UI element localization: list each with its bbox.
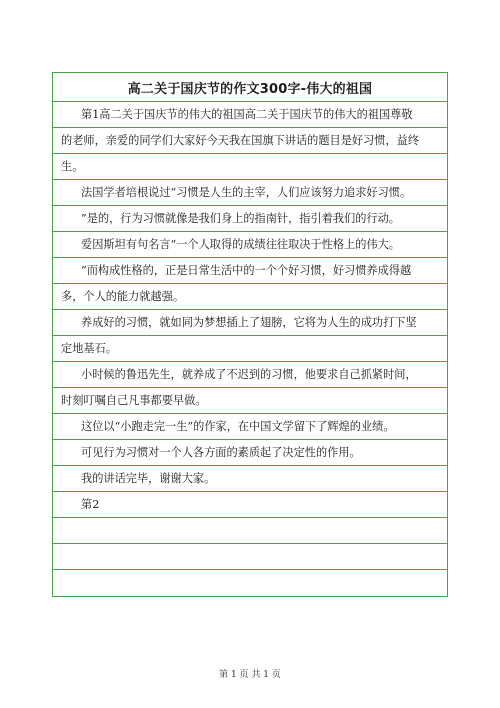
essay-line: 的老师，亲爱的同学们大家好今天我在国旗下讲话的题目是好习惯，益终: [53, 128, 447, 154]
essay-line: 可见行为习惯对一个人各方面的素质起了决定性的作用。: [53, 440, 447, 466]
essay-line: 时刻叮嘱自己凡事都要早做。: [53, 388, 447, 414]
essay-line: 小时候的鲁迅先生，就养成了不迟到的习惯，他要求自己抓紧时间，: [53, 362, 447, 388]
essay-line: 法国学者培根说过“习惯是人生的主宰，人们应该努力追求好习惯。: [53, 180, 447, 206]
essay-line: 爱因斯坦有句名言“一个人取得的成绩往往取决于性格上的伟大。: [53, 232, 447, 258]
document-title: 高二关于国庆节的作文300字-伟大的祖国: [53, 73, 447, 102]
essay-line: 定地基石。: [53, 336, 447, 362]
essay-line: 这位以“小跑走完一生”的作家，在中国文学留下了辉煌的业绩。: [53, 414, 447, 440]
essay-line: 养成好的习惯，就如同为梦想插上了翅膀，它将为人生的成功打下坚: [53, 310, 447, 336]
essay-line: 多，个人的能力就越强。: [53, 284, 447, 310]
essay-line: ”是的，行为习惯就像是我们身上的指南针，指引着我们的行动。: [53, 206, 447, 232]
essay-line: 生。: [53, 154, 447, 180]
essay-line: [53, 570, 447, 596]
page-footer: 第 1 页 共 1 页: [219, 670, 281, 680]
essay-line: 第1高二关于国庆节的伟大的祖国高二关于国庆节的伟大的祖国尊敬: [53, 102, 447, 128]
essay-body: [53, 102, 447, 596]
essay-line: 第2: [53, 492, 447, 518]
essay-line: [53, 518, 447, 544]
essay-line: ”而构成性格的，正是日常生活中的一个个好习惯，好习惯养成得越: [53, 258, 447, 284]
essay-line: [53, 544, 447, 570]
essay-line: 我的讲话完毕，谢谢大家。: [53, 466, 447, 492]
essay-sheet: [52, 72, 448, 597]
